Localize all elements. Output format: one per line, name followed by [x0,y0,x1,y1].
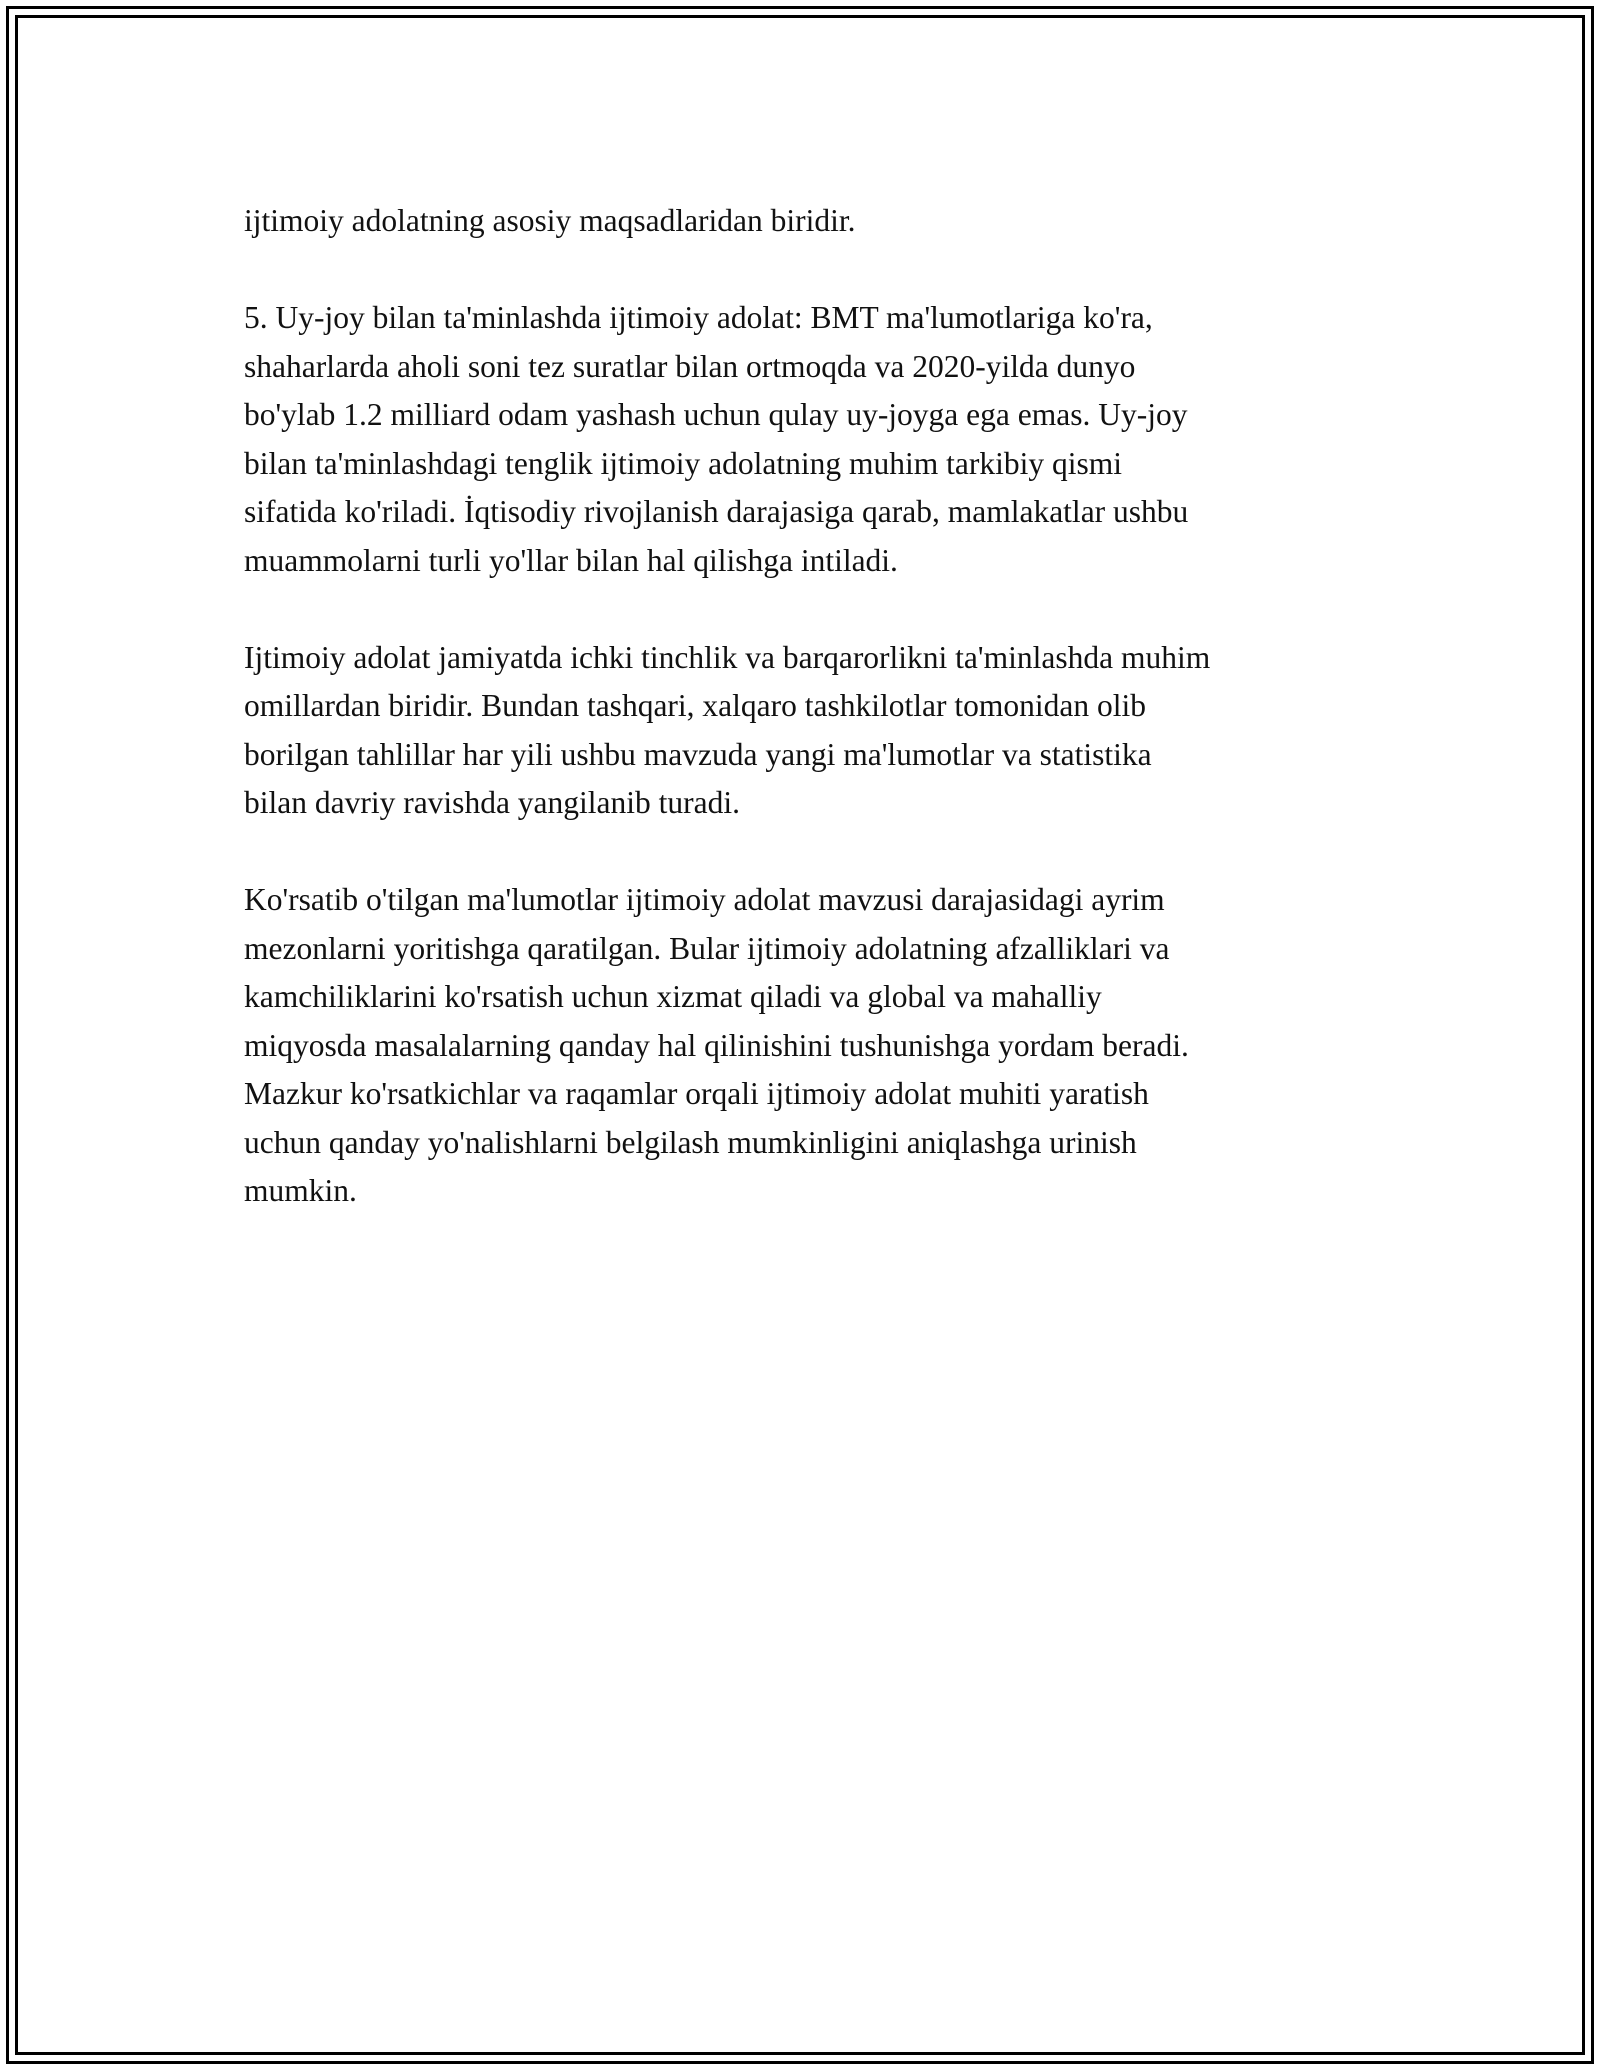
paragraph-stability: Ijtimoiy adolat jamiyatda ichki tinchlik va barqarorlikni ta'minlashda muhim omillardan biridir. Bundan tashqari, xalqaro tashkilotlar tomonidan olib borilgan tahlillar har yili ushbu mavzuda yangi ma'lumotlar va statistika bilan davriy ravishda yangilanib turadi. [244,639,1211,820]
paragraph-continuation: ijtimoiy adolatning asosiy maqsadlaridan biridir. [244,203,856,238]
page-frame [6,6,1594,2064]
paragraph-conclusion: Ko'rsatib o'tilgan ma'lumotlar ijtimoiy adolat mavzusi darajasidagi ayrim mezonlarni yoritishga qaratilgan. Bular ijtimoiy adolatning afzalliklari va kamchiliklarini ko'rsatish uchun xizmat qiladi va global va mahalliy miqyosda masalalarning qanday hal qilinishini tushunishga yordam beradi. Mazkur ko'rsatkichlar va raqamlar orqali ijtimoiy adolat muhiti yaratish uchun qanday yo'nalishlarni belgilash mumkinligini aniqlashga urinish mumkin. [244,882,1189,1208]
paragraph-housing-justice: 5. Uy-joy bilan ta'minlashda ijtimoiy adolat: BMT ma'lumotlariga ko'ra, shaharlarda aholi soni tez suratlar bilan ortmoqda va 2020-yilda dunyo bo'ylab 1.2 milliard odam yashash uchun qulay uy-joyga ega emas. Uy-joy bilan ta'minlashdagi tenglik ijtimoiy adolatning muhim tarkibiy qismi sifatida ko'riladi. İqtisodiy rivojlanish darajasiga qarab, mamlakatlar ushbu muammolarni turli yo'llar bilan hal qilishga intiladi. [244,300,1189,578]
page-body [244,197,1384,1264]
